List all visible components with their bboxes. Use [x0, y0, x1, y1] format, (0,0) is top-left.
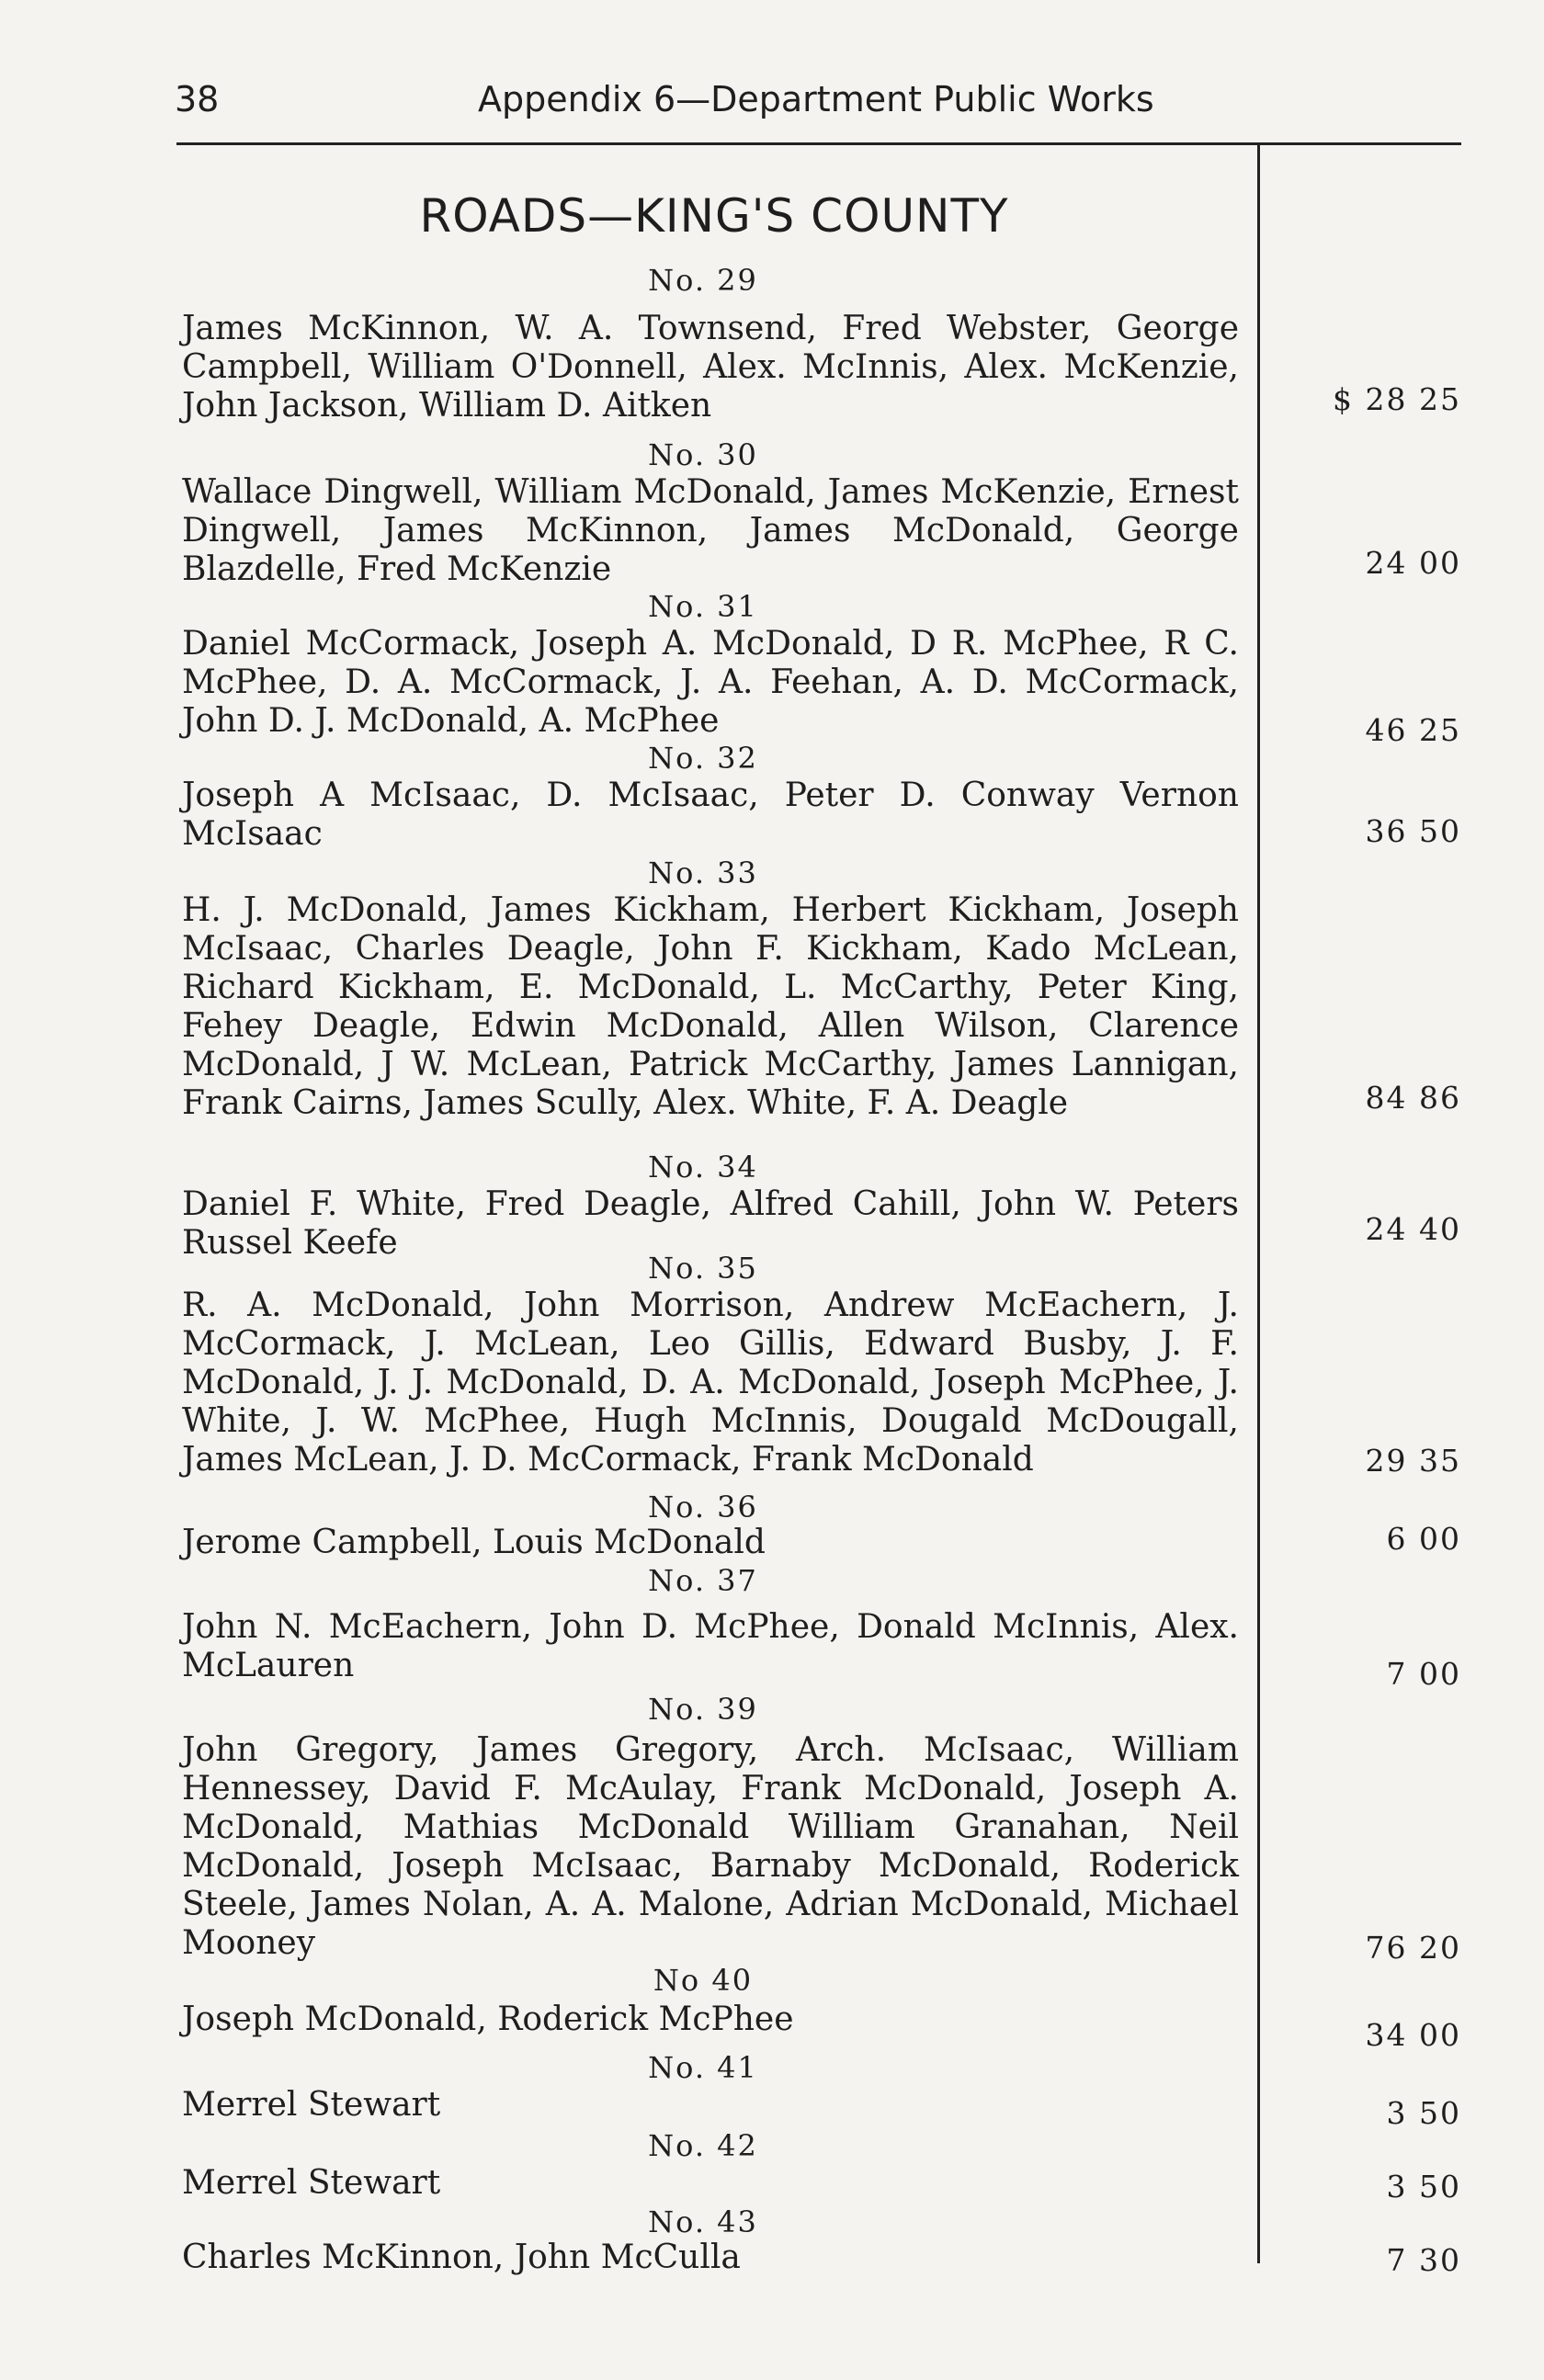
road-amount: 24 40 — [1365, 1211, 1461, 1247]
road-amount: 29 35 — [1365, 1443, 1461, 1479]
road-names: R. A. McDonald, John Morrison, Andrew McEachern, J. McCormack, J. McLean, Leo Gillis, Edward Busby, J. F. McDonald, J. J. McDonald, D. A. McDonald, Joseph McPhee, J. White, J. W. McPhee, Hugh McInnis, Dougald McDougall, James McLean, J. D. McCormack, Frank McDonald — [182, 1286, 1239, 1479]
road-names: John Gregory, James Gregory, Arch. McIsaac, William Hennessey, David F. McAulay, Frank McDonald, Joseph A. McDonald, Mathias McDonald William Granahan, Neil McDonald, Joseph McIsaac, Barnaby McDonald, Roderick Steele, James Nolan, A. A. Malone, Adrian McDonald, Michael Mooney — [182, 1731, 1239, 1962]
road-amount: 7 30 — [1386, 2242, 1461, 2278]
road-amount: 84 86 — [1365, 1080, 1461, 1116]
road-names: Joseph McDonald, Roderick McPhee — [182, 2000, 794, 2038]
road-names: Wallace Dingwell, William McDonald, James McKenzie, Ernest Dingwell, James McKinnon, James McDonald, George Blazdelle, Fred McKenzie — [182, 473, 1239, 588]
road-names: Jerome Campbell, Louis McDonald — [182, 1524, 766, 1561]
road-number: No. 43 — [648, 2204, 758, 2239]
section-title: ROADS—KING'S COUNTY — [419, 189, 1009, 243]
road-number: No. 42 — [648, 2128, 758, 2163]
road-number: No. 36 — [648, 1490, 758, 1524]
road-names: Merrel Stewart — [182, 2164, 441, 2202]
road-amount: 46 25 — [1365, 712, 1461, 748]
road-number: No. 31 — [648, 589, 758, 624]
road-number: No. 32 — [648, 741, 758, 776]
road-names: John N. McEachern, John D. McPhee, Donald McInnis, Alex. McLauren — [182, 1608, 1239, 1684]
road-amount: 76 20 — [1365, 1930, 1461, 1966]
page-number: 38 — [175, 79, 220, 119]
road-names: Daniel F. White, Fred Deagle, Alfred Cahill, John W. Peters Russel Keefe — [182, 1185, 1239, 1262]
road-number: No. 41 — [648, 2050, 758, 2085]
road-names: Charles McKinnon, John McCulla — [182, 2238, 741, 2276]
road-amount: 6 00 — [1386, 1521, 1461, 1557]
road-amount: 3 50 — [1386, 2095, 1461, 2131]
road-number: No. 30 — [648, 437, 758, 472]
road-amount: $ 28 25 — [1333, 381, 1461, 417]
road-amount: 3 50 — [1386, 2169, 1461, 2204]
road-amount: 7 00 — [1386, 1656, 1461, 1692]
header-rule — [176, 142, 1461, 145]
road-names: Joseph A McIsaac, D. McIsaac, Peter D. Conway Vernon McIsaac — [182, 776, 1239, 853]
road-number: No. 29 — [648, 263, 758, 298]
road-number: No. 34 — [648, 1150, 758, 1184]
road-names: H. J. McDonald, James Kickham, Herbert Kickham, Joseph McIsaac, Charles Deagle, John F. Kickham, Kado McLean, Richard Kickham, E. McDonald, L. McCarthy, Peter King, Fehey Deagle, Edwin McDonald, Allen Wilson, Clarence McDonald, J W. McLean, Patrick McCarthy, James Lannigan, Frank Cairns, James Scully, Alex. White, F. A. Deagle — [182, 891, 1239, 1122]
road-number: No 40 — [653, 1963, 754, 1998]
road-names: Merrel Stewart — [182, 2086, 441, 2124]
road-number: No. 35 — [648, 1251, 758, 1286]
running-title: Appendix 6—Department Public Works — [478, 79, 1154, 119]
road-amount: 34 00 — [1365, 2017, 1461, 2053]
column-rule — [1257, 145, 1260, 2263]
road-number: No. 37 — [648, 1563, 758, 1598]
road-names: Daniel McCormack, Joseph A. McDonald, D R. McPhee, R C. McPhee, D. A. McCormack, J. A. Feehan, A. D. McCormack, John D. J. McDonald, A. McPhee — [182, 625, 1239, 740]
road-number: No. 39 — [648, 1692, 758, 1727]
running-head — [175, 72, 1461, 127]
road-names: James McKinnon, W. A. Townsend, Fred Webster, George Campbell, William O'Donnell, Alex. McInnis, Alex. McKenzie, John Jackson, William D. Aitken — [182, 310, 1239, 425]
road-amount: 24 00 — [1365, 545, 1461, 581]
road-number: No. 33 — [648, 856, 758, 890]
road-amount: 36 50 — [1365, 813, 1461, 849]
